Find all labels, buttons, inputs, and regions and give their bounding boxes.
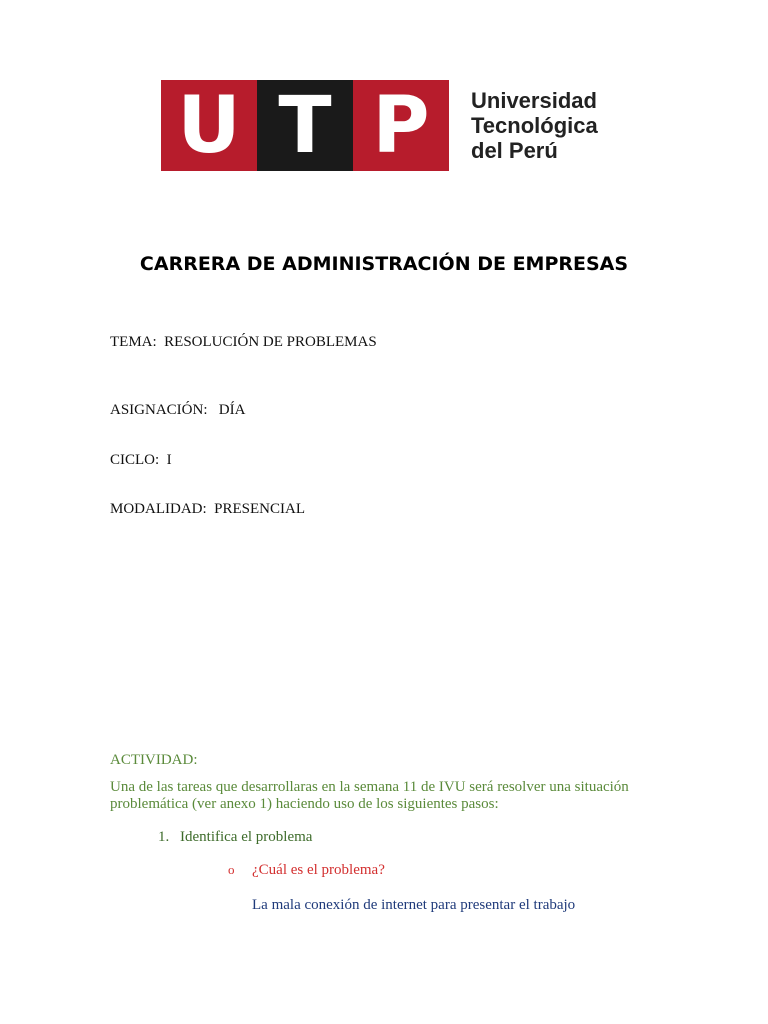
- logo-letter-u: U: [161, 80, 257, 171]
- step-item: [158, 829, 312, 846]
- step-number: 1.: [158, 829, 170, 845]
- university-name-line-3: del Perú: [471, 138, 558, 163]
- field-asignacion: ASIGNACIÓN: DÍA: [110, 402, 246, 418]
- question-text: ¿Cuál es el problema?: [252, 862, 385, 878]
- answer-text: La mala conexión de internet para presentar el trabajo: [252, 897, 576, 913]
- utp-logo-blocks: [161, 80, 449, 171]
- university-name: [471, 88, 598, 163]
- logo-letter-t: T: [257, 80, 353, 171]
- field-ciclo: CICLO: I: [110, 452, 172, 468]
- activity-heading: ACTIVIDAD:: [110, 752, 198, 768]
- university-name-line-1: Universidad: [471, 88, 597, 113]
- field-modalidad: MODALIDAD: PRESENCIAL: [110, 501, 305, 517]
- bullet-icon: o: [228, 862, 235, 877]
- utp-logo: [161, 80, 598, 171]
- question-item: [228, 862, 385, 879]
- logo-letter-p: P: [353, 80, 449, 171]
- field-tema: TEMA: RESOLUCIÓN DE PROBLEMAS: [110, 334, 377, 350]
- career-title: CARRERA DE ADMINISTRACIÓN DE EMPRESAS: [139, 253, 629, 275]
- activity-intro: Una de las tareas que desarrollaras en la semana 11 de IVU será resolver una situación problemática (ver anexo 1) haciendo uso de los siguientes pasos:: [110, 779, 629, 812]
- university-name-line-2: Tecnológica: [471, 113, 598, 138]
- step-label: Identifica el problema: [180, 829, 313, 845]
